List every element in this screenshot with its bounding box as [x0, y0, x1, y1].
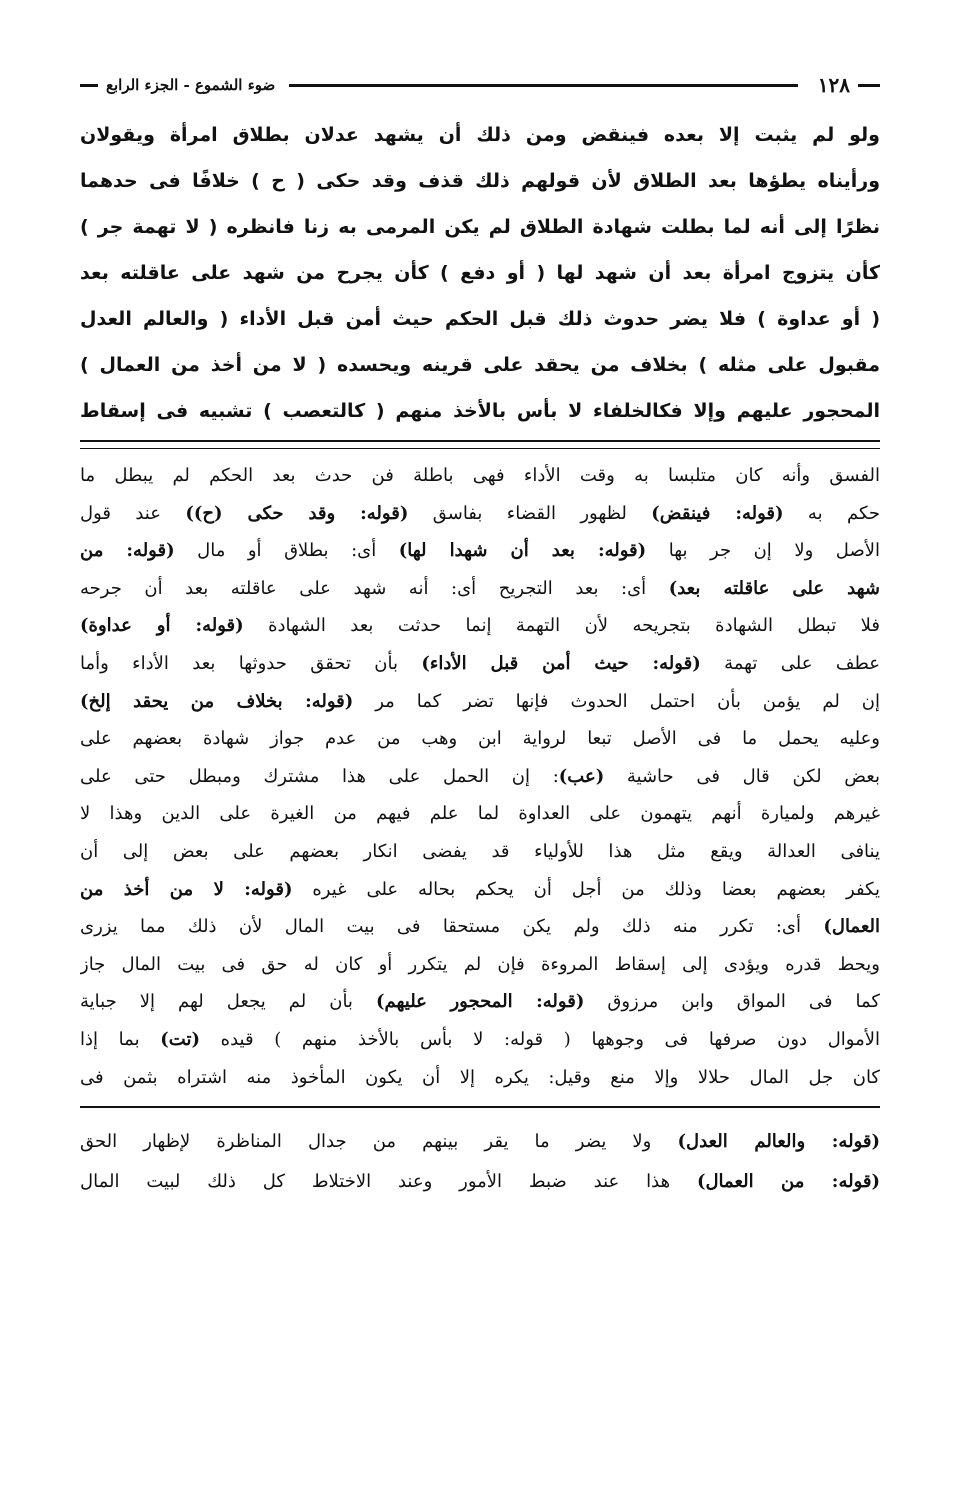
- commentary-run: أى: تكرر منه ذلك ولم يكن مستحقا فى بيت المال لأن ذلك مما يزرى: [80, 916, 824, 938]
- commentary-run: ويحط قدره ويؤدى إلى إسقاط المروءة فإن لم يتكرر أو كان له حق فى بيت المال جاز: [80, 953, 880, 975]
- commentary-lemma: العمال): [823, 916, 880, 938]
- commentary-run: حكم به: [783, 502, 880, 524]
- commentary-lemma: (قوله: لا من أخذ من: [80, 878, 293, 900]
- commentary-line: [80, 1059, 880, 1097]
- main-text-line: ولو لم يثبت إلا بعده فينقض ومن ذلك أن يشهد عدلان بطلاق امرأة ويقولان: [80, 124, 880, 146]
- commentary-lemma: (قوله: فينقض): [651, 502, 784, 524]
- commentary-run: عند قول: [80, 502, 186, 524]
- commentary-line: [80, 495, 880, 533]
- main-text-line: نظرًا إلى أنه لما بطلت شهادة الطلاق لم يكن المرمى به زنا فانظره ( لا تهمة جر ): [80, 216, 880, 238]
- main-text-line: مقبول على مثله ) بخلاف من يحقد على قرينه ويحسده ( لا من أخذ من العمال ): [80, 354, 880, 376]
- commentary-lemma: (قوله: من: [80, 540, 175, 562]
- footnote-lemma: (قوله: والعالم العدل): [677, 1131, 880, 1153]
- commentary-run: يكفر بعضهم بعضا وذلك من أجل أن يحكم بحاله على غيره: [292, 878, 880, 900]
- commentary-line: [80, 570, 880, 608]
- commentary-run: بعض لكن قال فى حاشية: [604, 765, 880, 787]
- main-text: [80, 112, 880, 434]
- document-page: [80, 70, 880, 1430]
- footnote-lemma: (قوله: من العمال): [696, 1171, 880, 1193]
- header-dash-end: [80, 84, 98, 87]
- commentary-run: ينافى العدالة ويقع مثل هذا للأولياء قد يفضى انكار بعضهم على بعض إلى أن: [80, 840, 880, 862]
- commentary-lemma: (قوله: المحجور عليهم): [375, 991, 585, 1013]
- header-rule: [289, 84, 798, 87]
- commentary-line: [80, 683, 880, 721]
- commentary-run: أى: بعد التجريح أى: أنه شهد على عاقلته بعد أن جرحه: [80, 577, 669, 599]
- commentary-line: [80, 607, 880, 645]
- commentary-run: عطف على تهمة: [700, 652, 880, 674]
- commentary-line: [80, 532, 880, 570]
- commentary-run: لظهور القضاء بفاسق: [408, 502, 652, 524]
- commentary-run: بأن تحقق حدوثها بعد الأداء وأما: [80, 652, 422, 674]
- commentary-line: [80, 833, 880, 871]
- main-text-line: المحجور عليهم وإلا فكالخلفاء لا بأس بالأخذ منهم ( كالتعصب ) تشبيه فى إسقاط: [80, 400, 880, 422]
- main-text-line: ( أو عداوة ) فلا يضر حدوث ذلك قبل الحكم حيث أمن قبل الأداء ( والعالم العدل: [80, 308, 880, 330]
- commentary-line: [80, 645, 880, 683]
- commentary-line: [80, 908, 880, 946]
- commentary-run: الفسق وأنه كان متلبسا به وقت الأداء فهى باطلة فن حدث بعد الحكم لم يبطل ما: [80, 465, 880, 486]
- commentary-lemma: (قوله: أو عداوة): [80, 615, 244, 637]
- commentary-lemma: شهد على عاقلته بعد): [668, 577, 880, 599]
- page-number: ١٢٨: [817, 73, 850, 97]
- footnote-line: [80, 1162, 880, 1202]
- header-dash-start: [858, 84, 880, 87]
- commentary-lemma: (قوله: بخلاف من يحقد إلخ): [80, 690, 354, 712]
- commentary-run: الأصل ولا إن جر بها: [646, 540, 880, 562]
- commentary-line: [80, 983, 880, 1021]
- commentary-run: بما إذا: [80, 1028, 161, 1050]
- commentary-text: [80, 457, 880, 1096]
- commentary-lemma: (قوله: حيث أمن قبل الأداء): [421, 652, 701, 674]
- commentary-lemma: (عب): [558, 765, 605, 787]
- commentary-run: بأن لم يجعل لهم إلا جباية: [80, 991, 376, 1013]
- commentary-line: [80, 720, 880, 758]
- commentary-run: أى: بطلاق أو مال: [174, 540, 399, 562]
- running-header: [80, 70, 880, 100]
- commentary-line: [80, 457, 880, 495]
- commentary-run: : إن الحمل على هذا مشترك ومبطل حتى على: [80, 765, 559, 787]
- main-text-line: ورأيناه يطؤها بعد الطلاق لأن قولهم ذلك قذف وقد حكى ( ح ) خلافًا فى حدهما: [80, 170, 880, 192]
- commentary-run: كان جل المال حلالا وإلا منع وقيل: يكره إلا أن يكون المأخوذ منه اشتراه بثمن فى: [80, 1066, 880, 1088]
- footnote-run: هذا عند ضبط الأمور وعند الاختلاط كل ذلك لبيت المال: [80, 1171, 697, 1193]
- commentary-lemma: (قوله: بعد أن شهدا لها): [398, 540, 647, 562]
- commentary-run: غيرهم ولميارة أنهم يتهمون على العداوة لما علم فيهم من الغيرة على الدين وهذا لا: [80, 803, 880, 825]
- commentary-line: [80, 1021, 880, 1059]
- footnote-text: [80, 1122, 880, 1202]
- commentary-line: [80, 946, 880, 984]
- main-text-line: كأن يتزوج امرأة بعد أن شهد لها ( أو دفع ) كأن يجرح من شهد على عاقلته بعد: [80, 262, 880, 284]
- commentary-run: كما فى المواق وابن مرزوق: [584, 991, 880, 1013]
- commentary-run: الأموال دون صرفها فى وجوهها ( قوله: لا بأس بالأخذ منهم ) قيده: [199, 1028, 880, 1050]
- commentary-lemma: (تت): [160, 1028, 200, 1050]
- commentary-line: [80, 758, 880, 796]
- commentary-line: [80, 871, 880, 909]
- footnote-line: [80, 1122, 880, 1162]
- footnote-run: ولا يضر ما يقر بينهم من جدال المناظرة لإظهار الحق: [80, 1131, 678, 1153]
- book-title: ضوء الشموع - الجزء الرابع: [106, 76, 276, 94]
- commentary-lemma: (قوله: وقد حكى (ح)): [185, 502, 409, 524]
- commentary-line: [80, 795, 880, 833]
- footnote-divider: [80, 1106, 880, 1108]
- main-commentary-divider: [80, 440, 880, 449]
- commentary-run: إن لم يؤمن بأن احتمل الحدوث فإنها تضر كما مر: [353, 690, 880, 712]
- commentary-run: وعليه يحمل ما فى الأصل تبعا لرواية ابن وهب من عدم جواز شهادة بعضهم على: [80, 728, 880, 750]
- commentary-run: فلا تبطل الشهادة بتجريحه لأن التهمة إنما حدثت بعد الشهادة: [243, 615, 880, 637]
